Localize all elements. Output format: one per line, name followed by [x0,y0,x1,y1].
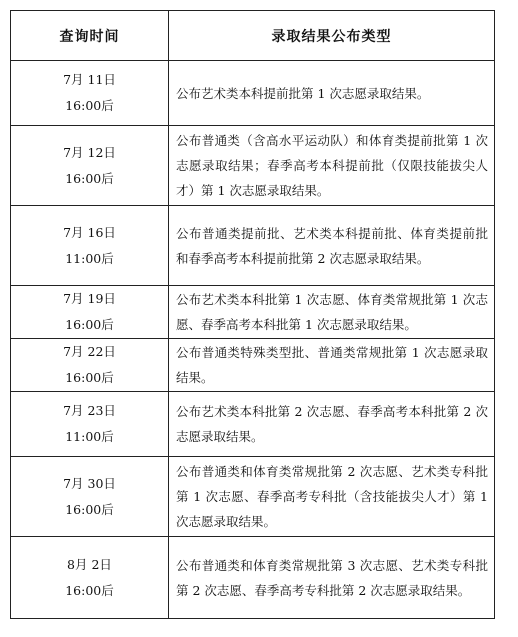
query-hour: 11:00后 [65,250,114,266]
query-date: 8月 2日 [67,556,112,572]
result-description: 公布普通类提前批、艺术类本科提前批、体育类提前批和春季高考本科提前批第 2 次志愿录取结果。 [169,206,495,286]
query-time-cell [11,61,169,126]
admission-schedule [10,10,494,619]
result-description: 公布艺术类本科批第 2 次志愿、春季高考本科批第 2 次志愿录取结果。 [169,392,495,457]
query-time-cell [11,286,169,339]
result-description: 公布普通类（含高水平运动队）和体育类提前批第 1 次志愿录取结果；春季高考本科提前批（仅限技能拔尖人才）第 1 次志愿录取结果。 [169,126,495,206]
header-query-time: 查询时间 [11,11,169,61]
query-time-cell [11,537,169,619]
query-date: 7月 22日 [63,344,116,359]
admission-results-table [10,10,495,619]
query-date: 7月 11日 [63,72,116,87]
query-time-cell [11,457,169,537]
query-date: 7月 12日 [63,144,116,160]
query-time-cell [11,339,169,392]
query-hour: 16:00后 [65,501,114,517]
table-row [11,126,495,206]
query-hour: 16:00后 [65,98,114,113]
query-hour: 16:00后 [65,370,114,385]
query-hour: 16:00后 [65,582,114,598]
table-row [11,61,495,126]
query-date: 7月 19日 [63,291,116,306]
table-row [11,537,495,619]
query-time-cell [11,126,169,206]
result-description: 公布普通类和体育类常规批第 3 次志愿、艺术类专科批第 2 次志愿、春季高考专科批第 2 次志愿录取结果。 [169,537,495,619]
header-result-type: 录取结果公布类型 [169,11,495,61]
table-row [11,392,495,457]
query-time-cell [11,392,169,457]
result-description: 公布艺术类本科提前批第 1 次志愿录取结果。 [169,61,495,126]
table-row [11,286,495,339]
query-date: 7月 23日 [63,403,116,418]
table-row [11,339,495,392]
table-row [11,457,495,537]
table-row [11,206,495,286]
query-time-cell [11,206,169,286]
result-description: 公布艺术类本科批第 1 次志愿、体育类常规批第 1 次志愿、春季高考本科批第 1 次志愿录取结果。 [169,286,495,339]
query-hour: 11:00后 [65,429,114,444]
query-hour: 16:00后 [65,170,114,186]
query-date: 7月 30日 [63,475,116,491]
result-description: 公布普通类和体育类常规批第 2 次志愿、艺术类专科批第 1 次志愿、春季高考专科批（含技能拔尖人才）第 1 次志愿录取结果。 [169,457,495,537]
query-date: 7月 16日 [63,224,116,240]
query-hour: 16:00后 [65,317,114,332]
result-description: 公布普通类特殊类型批、普通类常规批第 1 次志愿录取结果。 [169,339,495,392]
table-header-row [11,11,495,61]
